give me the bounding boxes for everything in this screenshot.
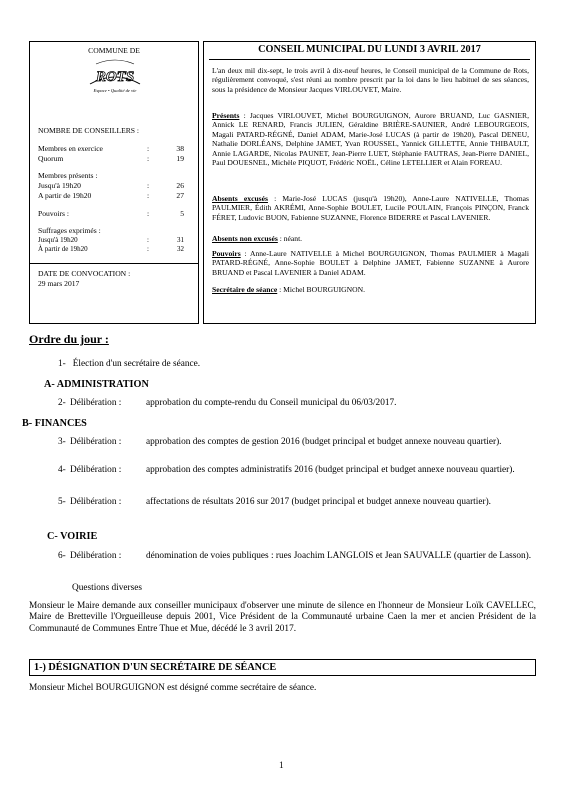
stat-pouvoirs: Pouvoirs : : 5	[38, 209, 184, 218]
commune-info-box	[29, 41, 199, 324]
presents-text: : Jacques VIRLOUVET, Michel BOURGUIGNON, Aurore BRUAND, Luc GASNIER, Annick LE RENARD, Francis JULIEN, Géraldine BRIÈRE-SAUNIER, André LEBOURGEOIS, Magali PATARD-RÉGNÉ, Daniel ADAM, Marie-José LUCAS (à partir de 19h20), Pascal DENEU, Nathalie DORLÉANS, Delphine JAMET, Yvan ROUSSEL, Yannick GILLETTE, Annie THIBAULT, Annie LAGARDE, Nicolas PAUNET, Jean-Pierre LUET, Stéphanie FAUTRAS, Jean-Pierre DANIEL, Paul DOUESNEL, Michèle PIQUOT, Frédéric NOËL, Céline LETELLIER et Alain FOREAU.	[212, 111, 529, 168]
stat-quorum: Quorum : 19	[38, 154, 184, 163]
logo-tagline: Espace • Qualité de vie	[93, 88, 137, 93]
pouvoirs-label: Pouvoirs	[212, 249, 241, 258]
excuses-text: : Marie-José LUCAS (jusqu'à 19h20), Anne-Laure NATIVELLE, Thomas PAULMIER, Édith AKRÉMI, Anne-Sophie BOULET, Lucile POULAIN, François PINÇON, Franck FÉRET, Ludovic BUON, Fabienne SUZANNE, Florence BIDERRE et Pascal LAVENIER.	[212, 194, 529, 222]
stat-presents-jusqu: Jusqu'à 19h20 : 26	[38, 181, 184, 190]
excuses-label: Absents excusés	[212, 194, 268, 203]
rots-logo	[82, 56, 148, 96]
section-c-voirie: C- VOIRIE	[47, 531, 98, 542]
logo-text: ROTS	[95, 69, 135, 85]
secretaire-text: : Michel BOURGUIGNON.	[277, 285, 365, 294]
section-b-finances: B- FINANCES	[22, 418, 87, 429]
nb-conseillers-label: NOMBRE DE CONSEILLERS :	[38, 126, 140, 135]
conseil-info-box	[203, 41, 536, 324]
presents-paragraph	[212, 111, 529, 167]
secretaire-paragraph	[212, 285, 529, 294]
section-1-title-bar	[29, 659, 536, 676]
stat-membres-exercice: Membres en exercice : 38	[38, 144, 184, 153]
suffrages-label: Suffrages exprimés :	[38, 226, 101, 235]
commune-label: COMMUNE DE	[88, 46, 140, 55]
pouvoirs-text: : Anne-Laure NATIVELLE à Michel BOURGUIGNON, Thomas PAULMIER à Magali PATARD-RÉGNÉ, Anne-Sophie BOULET à Delphine JAMET, Fabienne SUZANNE à Aurore BRUAND et Pascal LAVENIER à Daniel ADAM.	[212, 249, 529, 277]
questions-diverses: Questions diverses	[72, 583, 142, 593]
secretaire-label: Secrétaire de séance	[212, 285, 278, 294]
presents-label: Présents	[212, 111, 240, 120]
item-1: 1- Élection d'un secrétaire de séance.	[58, 359, 201, 369]
date-convocation-label: DATE DE CONVOCATION :	[38, 269, 131, 278]
membres-presents-label: Membres présents :	[38, 171, 98, 180]
intro-paragraph: L'an deux mil dix-sept, le trois avril à dix-neuf heures, le Conseil municipal de la Commune de Rots, régulièrement convoqué, s'est réuni au nombre prescrit par la loi dans le lieu habituel de ses séances, sous la présidence de Monsieur Jacques VIRLOUVET, Maire.	[212, 66, 529, 94]
rots-logo-icon	[82, 56, 148, 96]
page-number: 1	[279, 761, 284, 771]
section-1-text: Monsieur Michel BOURGUIGNON est désigné comme secrétaire de séance.	[29, 683, 317, 693]
date-convocation-value: 29 mars 2017	[38, 279, 80, 288]
stat-presents-apartir: A partir de 19h20 : 27	[38, 191, 184, 200]
stat-suffrages-jusqu: Jusqu'à 19h20 : 31	[38, 236, 184, 244]
ordre-du-jour-heading: Ordre du jour :	[29, 332, 109, 346]
non-excuses-text: : néant.	[277, 234, 303, 243]
non-excuses-label: Absents non excusés	[212, 234, 278, 243]
non-excuses-paragraph	[212, 234, 529, 243]
title-rule	[209, 59, 530, 60]
stat-suffrages-apartir: À partir de 19h20 : 32	[38, 245, 184, 253]
section-1-title: 1-) DÉSIGNATION D'UN SECRÉTAIRE DE SÉANCE	[34, 662, 277, 673]
hommage-paragraph: Monsieur le Maire demande aux conseiller municipaux d'observer une minute de silence en l'honneur de Monsieur Loïk CAVELLEC, Maire de Bretteville l'Orgueilleuse depuis 2001, Vice Président de la Communauté urbaine Caen la mer et ancien Président de la Communauté de Communes Entre Thue et Mue, décédé le 3 avril 2017.	[29, 601, 536, 634]
left-box-divider	[30, 263, 198, 264]
excuses-paragraph	[212, 194, 529, 222]
section-a-administration: A- ADMINISTRATION	[44, 379, 149, 390]
conseil-title: CONSEIL MUNICIPAL DU LUNDI 3 AVRIL 2017	[258, 44, 481, 55]
pouvoirs-paragraph	[212, 249, 529, 277]
